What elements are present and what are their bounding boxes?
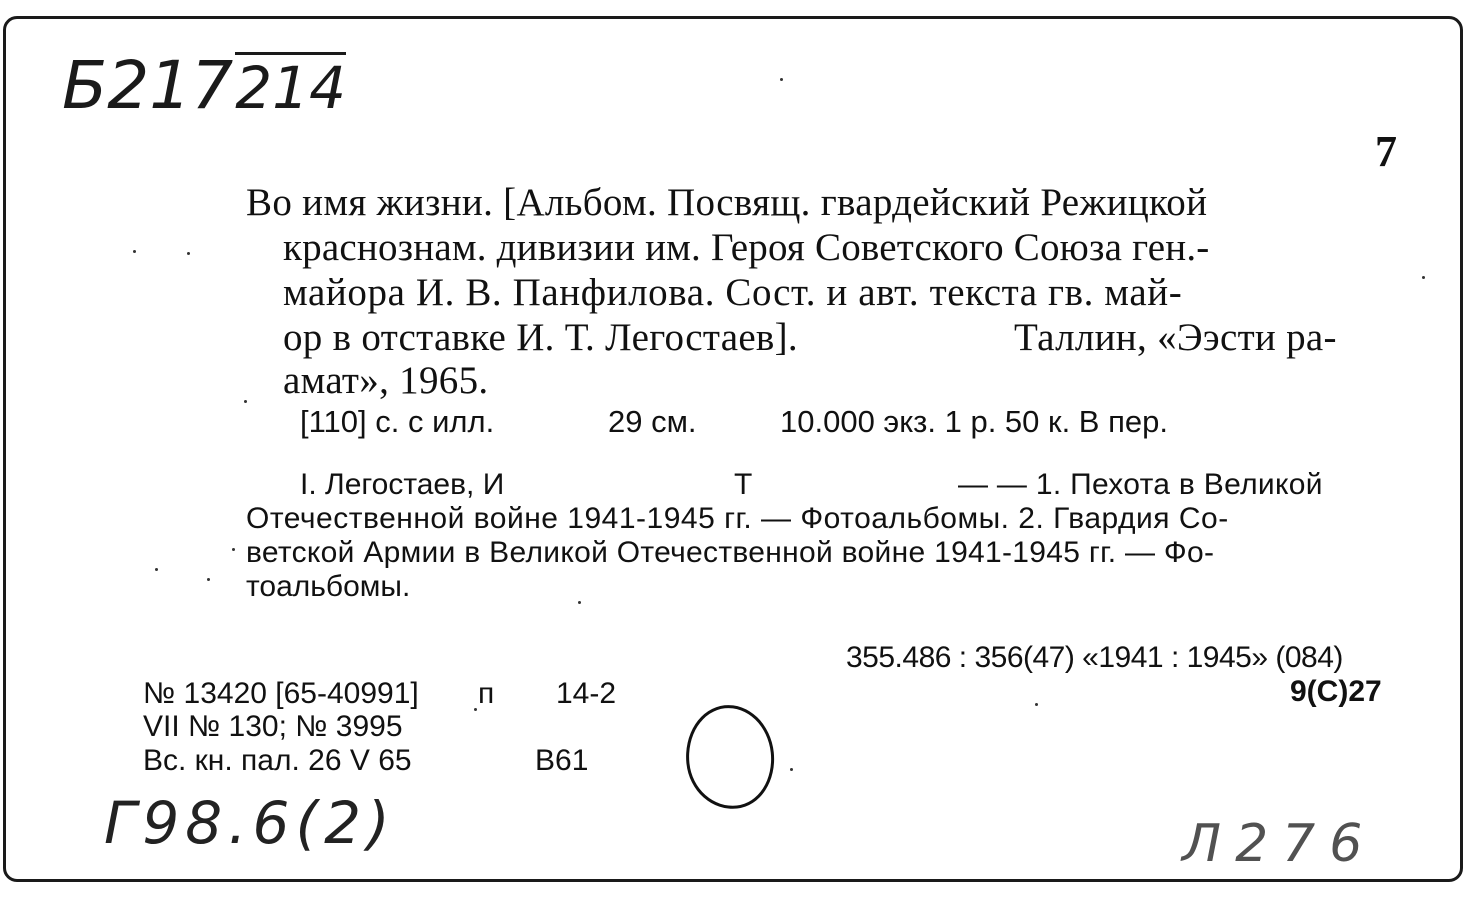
registry-line-3b: В61: [535, 744, 589, 777]
subjects-line-3: ветской Армии в Великой Отечественной войне 1941-1945 гг. — Фо-: [246, 536, 1215, 569]
registry-line-1a: № 13420 [65-40991]: [143, 677, 419, 710]
physical-copies: 10.000 экз. 1 р. 50 к. В пер.: [780, 404, 1168, 439]
shelfmark-prefix: Б217: [62, 47, 234, 124]
shelfmark-handwritten: [62, 47, 346, 124]
registry-line-1c: 14-2: [556, 677, 617, 710]
handwritten-bottom-left: Г98.6(2): [104, 789, 396, 857]
title-line-4a: ор в отставке И. Т. Легостаев].: [283, 316, 798, 359]
speck: [474, 708, 477, 711]
speck: [1422, 276, 1425, 279]
physical-size: 29 см.: [608, 404, 697, 439]
card-number: 7: [1375, 127, 1398, 176]
title-line-2: краснознам. дивизии им. Героя Советского Союза ген.-: [283, 226, 1210, 269]
speck: [244, 400, 247, 403]
bbk-index: 9(С)27: [1290, 675, 1382, 708]
speck: [187, 252, 190, 255]
subjects-line-1c: — — 1. Пехота в Великой: [958, 468, 1323, 501]
registry-line-1b: п: [478, 677, 495, 710]
speck: [155, 568, 158, 571]
speck: [133, 250, 136, 253]
subjects-line-2: Отечественной войне 1941-1945 гг. — Фотоальбомы. 2. Гвардия Со-: [246, 502, 1229, 535]
physical-pages: [110] с. с илл.: [300, 404, 495, 439]
subjects-line-4: тоальбомы.: [246, 570, 411, 603]
speck: [1035, 703, 1038, 706]
title-line-1-text: Во имя жизни. [Альбом. Посвящ. гвардейский Режицкой: [246, 181, 1208, 224]
registry-line-3a: Вс. кн. пал. 26 V 65: [143, 744, 412, 777]
title-line-4b: Таллин, «Ээсти ра-: [1014, 316, 1337, 359]
speck: [207, 578, 210, 581]
speck: [780, 78, 783, 81]
subjects-line-1a: I. Легостаев, И: [300, 468, 505, 501]
subjects-line-1b: Т: [734, 468, 753, 501]
title-line-3: майора И. В. Панфилова. Сост. и авт. текста гв. май-: [283, 271, 1183, 314]
title-line-5: амат», 1965.: [283, 359, 489, 402]
registry-line-2: VII № 130; № 3995: [143, 710, 403, 743]
shelfmark-overline: 214: [235, 54, 346, 122]
speck: [232, 548, 235, 551]
speck: [578, 601, 581, 604]
handwritten-bottom-right: Л276: [1182, 814, 1377, 874]
title-line-1: [246, 183, 1406, 222]
speck: [790, 768, 793, 771]
udc-index: 355.486 : 356(47) «1941 : 1945» (084): [846, 641, 1343, 674]
